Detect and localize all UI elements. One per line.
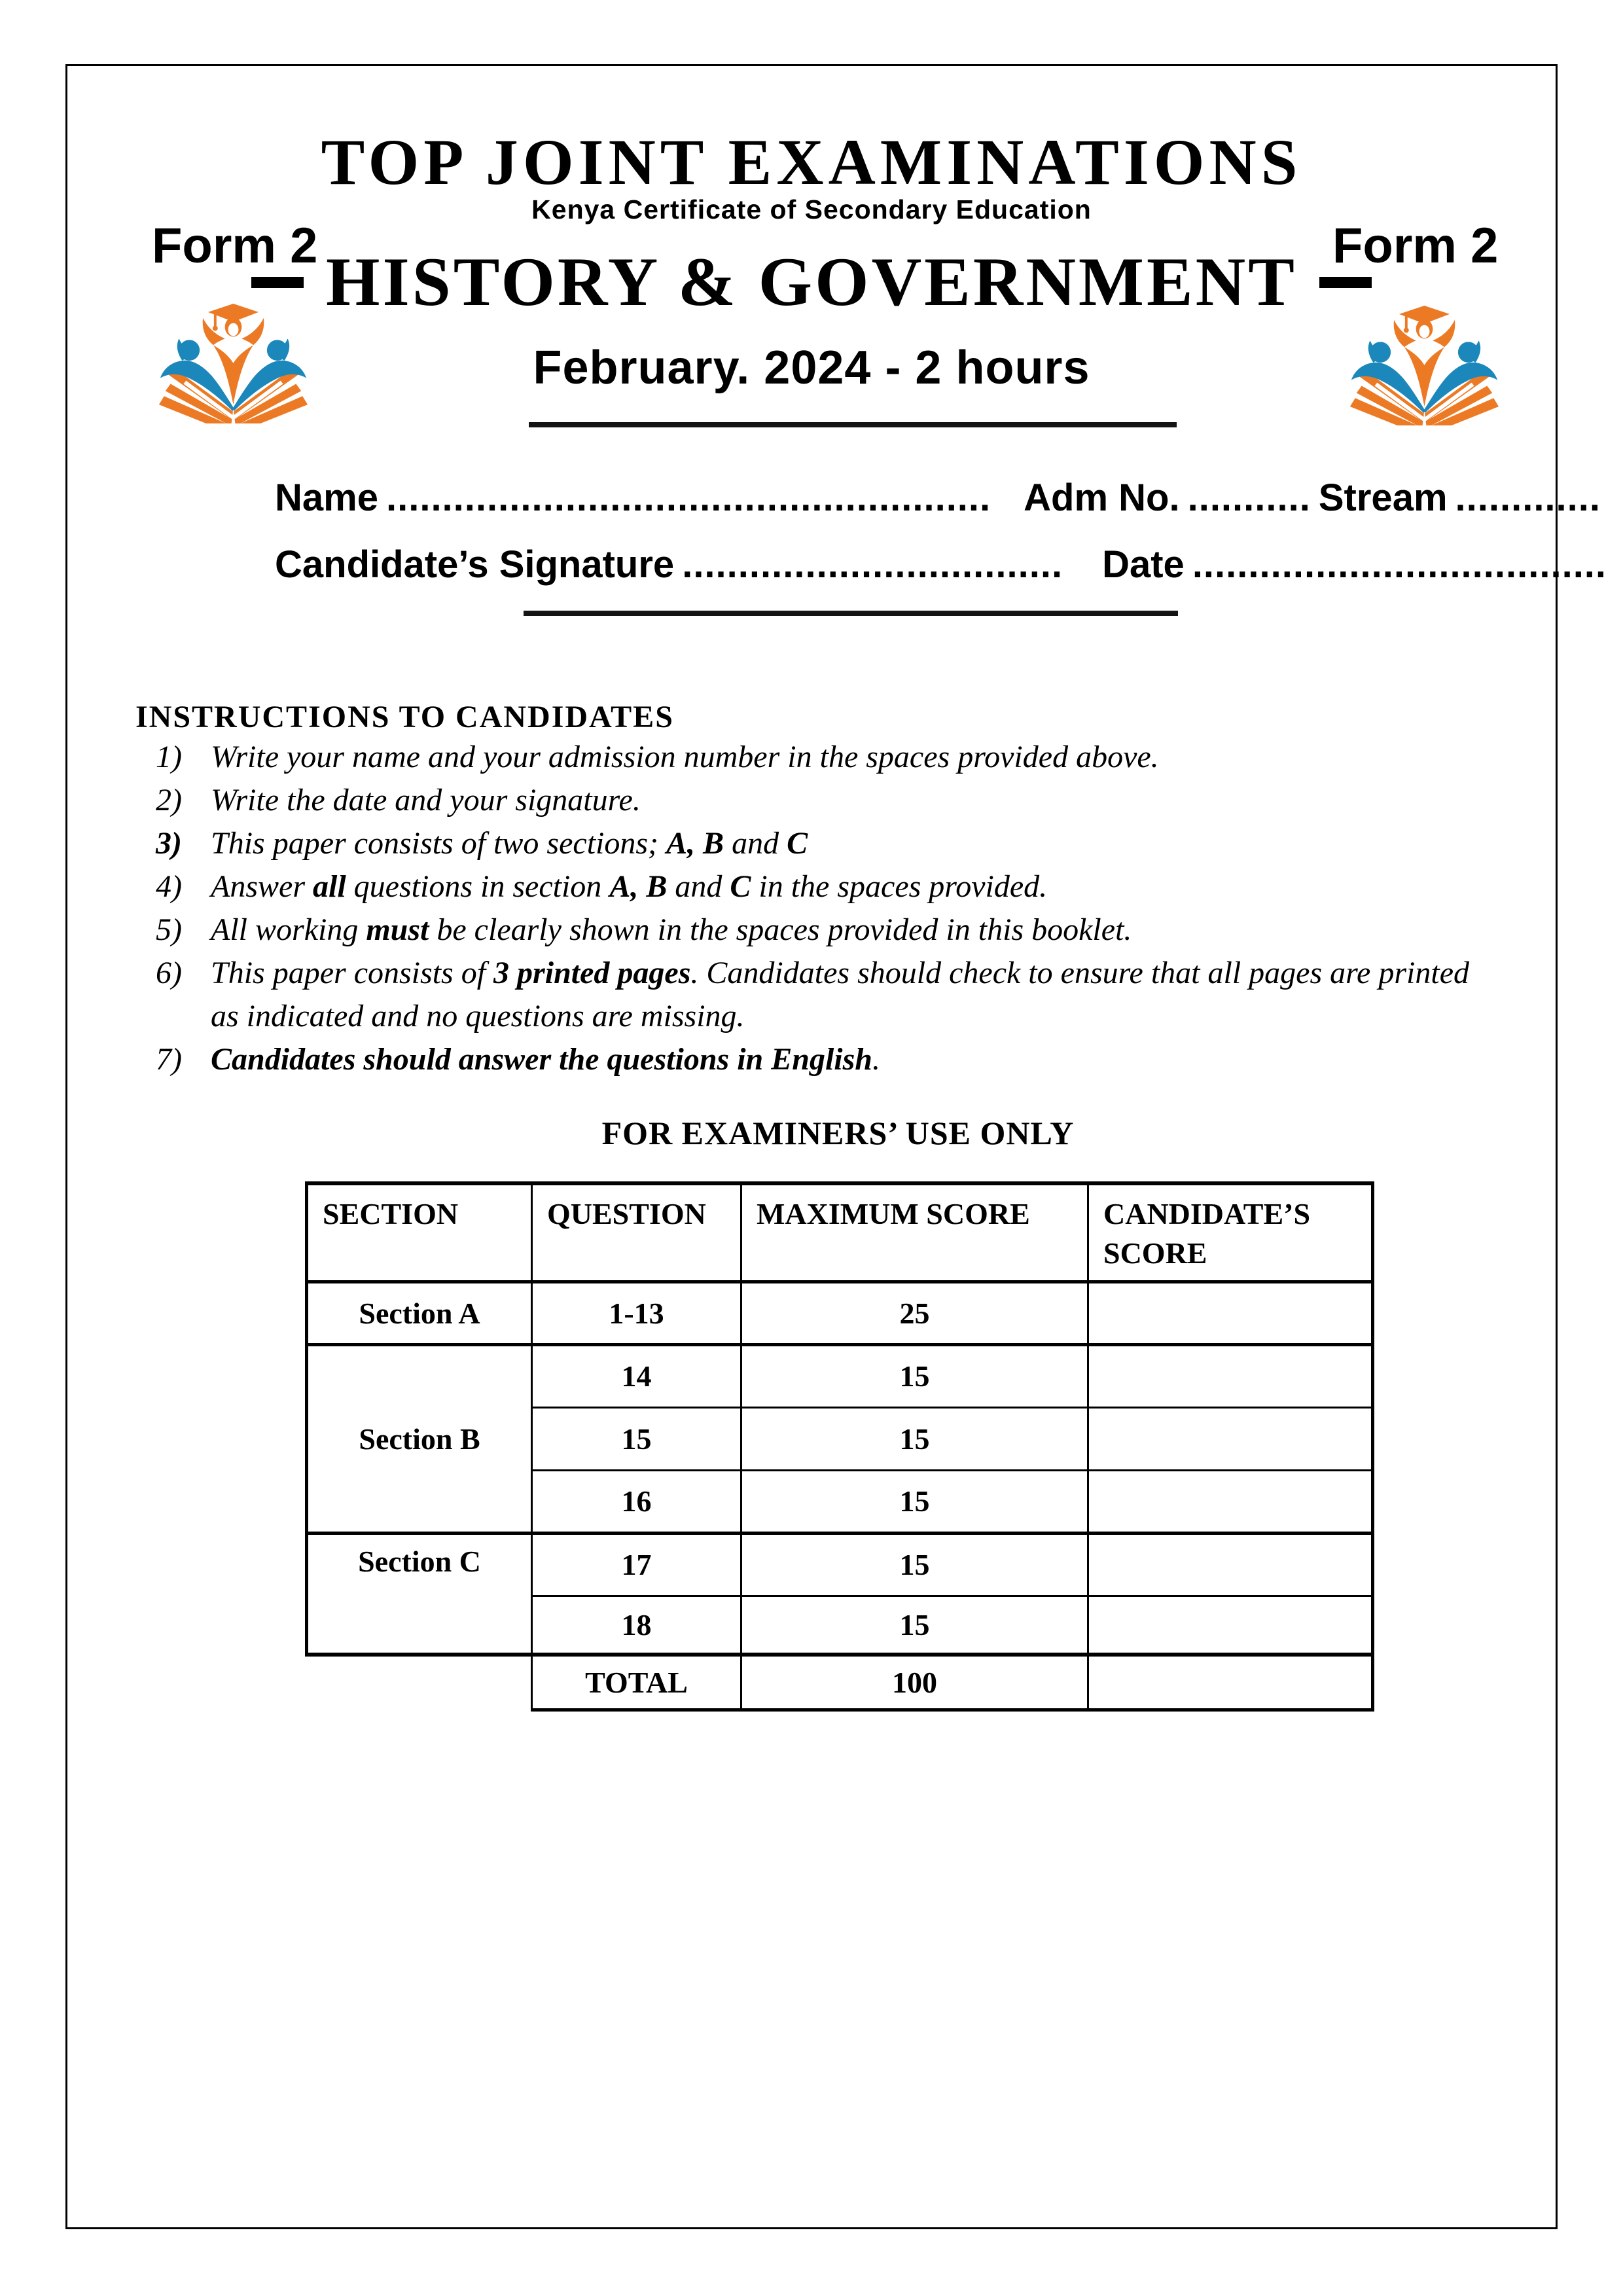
instruction-item-6: [156, 952, 1491, 1038]
candidate-score-cell: [1088, 1596, 1373, 1655]
question-cell: 16: [532, 1470, 741, 1533]
stream-write-line: .............: [1455, 476, 1601, 519]
form-level-label-left: Form 2: [152, 218, 318, 274]
school-logo-right: [1344, 295, 1505, 425]
instruction-item-7: [156, 1038, 1491, 1081]
instruction-text: This paper consists of two sections; A, B and C: [211, 826, 808, 861]
total-label-cell: TOTAL: [532, 1655, 741, 1710]
candidate-signature-row: [275, 543, 1607, 586]
date-write-line: .....................................: [1192, 543, 1607, 586]
section-cell: Section A: [307, 1282, 532, 1344]
instructions-list: [156, 736, 1491, 1081]
date-label: Date: [1102, 543, 1185, 586]
form-level-label-right: Form 2: [1332, 218, 1499, 274]
max-score-cell: 15: [741, 1344, 1088, 1407]
instruction-text: Answer all questions in section A, B and C in the spaces provided.: [211, 869, 1048, 904]
instruction-number: 1): [156, 740, 182, 774]
max-score-cell: 15: [741, 1407, 1088, 1470]
instruction-item-3: [156, 822, 1491, 865]
adm-no-label: Adm No.: [1024, 476, 1180, 519]
question-cell: 18: [532, 1596, 741, 1655]
max-score-cell: 15: [741, 1470, 1088, 1533]
school-logo-graphic: [1344, 295, 1505, 425]
name-label: Name: [275, 476, 378, 519]
col-header-section: SECTION: [307, 1183, 532, 1282]
table-row-q17: [307, 1533, 1373, 1596]
exam-session-line: February. 2024 - 2 hours: [533, 342, 1090, 394]
school-logo-graphic: [152, 293, 314, 423]
instruction-item-2: [156, 779, 1491, 822]
adm-no-write-line: ...........: [1187, 476, 1311, 519]
school-logo-left: [152, 293, 314, 423]
max-score-cell: 25: [741, 1282, 1088, 1344]
total-max-score-cell: 100: [741, 1655, 1088, 1710]
candidate-score-cell: [1088, 1533, 1373, 1596]
instruction-text: Write the date and your signature.: [211, 783, 641, 817]
signature-write-line: ..................................: [682, 543, 1063, 586]
question-cell: 1-13: [532, 1282, 741, 1344]
candidate-name-row: [275, 476, 1601, 519]
exam-body-title: TOP JOINT EXAMINATIONS: [321, 126, 1302, 198]
instruction-item-5: [156, 908, 1491, 952]
instruction-item-4: [156, 865, 1491, 908]
candidate-score-cell: [1088, 1470, 1373, 1533]
exam-subtitle: Kenya Certificate of Secondary Education: [531, 194, 1092, 224]
table-row-q14: [307, 1344, 1373, 1407]
header-divider-rule: [529, 422, 1177, 427]
section-cell: Section B: [307, 1344, 532, 1533]
subject-dash-left-icon: [251, 277, 304, 288]
instruction-text: This paper consists of 3 printed pages. Candidates should check to ensure that all pages are printed as indicated and no questions are missing.: [211, 956, 1470, 1033]
subject-title: HISTORY & GOVERNMENT: [326, 243, 1297, 320]
name-write-line: ......................................................: [385, 476, 991, 519]
instruction-text: Candidates should answer the questions in English.: [211, 1042, 880, 1077]
section-cell: Section C: [307, 1533, 532, 1655]
max-score-cell: 15: [741, 1533, 1088, 1596]
candidate-score-cell: [1088, 1282, 1373, 1344]
total-candidate-score-cell: [1088, 1655, 1373, 1710]
col-header-maximum-score: MAXIMUM SCORE: [741, 1183, 1088, 1282]
table-row-total: [307, 1655, 1373, 1710]
instruction-text: Write your name and your admission number in the spaces provided above.: [211, 740, 1159, 774]
instructions-heading: INSTRUCTIONS TO CANDIDATES: [135, 700, 674, 734]
table-row-section-a: [307, 1282, 1373, 1344]
candidate-score-cell: [1088, 1407, 1373, 1470]
candidate-score-cell: [1088, 1344, 1373, 1407]
instruction-text: All working must be clearly shown in the spaces provided in this booklet.: [211, 912, 1132, 947]
max-score-cell: 15: [741, 1596, 1088, 1655]
col-header-candidates-score: CANDIDATE’S SCORE: [1088, 1183, 1373, 1282]
empty-section-cell: [307, 1655, 532, 1710]
table-header-row: [307, 1183, 1373, 1282]
instruction-number: 4): [156, 869, 182, 904]
instruction-item-1: [156, 736, 1491, 779]
subject-dash-right-icon: [1319, 277, 1372, 288]
question-cell: 17: [532, 1533, 741, 1596]
signature-label: Candidate’s Signature: [275, 543, 675, 586]
col-header-question: QUESTION: [532, 1183, 741, 1282]
question-cell: 15: [532, 1407, 741, 1470]
instruction-number: 6): [156, 956, 182, 990]
examiners-score-table: [305, 1181, 1374, 1712]
stream-label: Stream: [1318, 476, 1448, 519]
fields-divider-rule: [524, 611, 1178, 616]
instruction-number: 3): [156, 826, 182, 861]
instruction-number: 5): [156, 912, 182, 947]
question-cell: 14: [532, 1344, 741, 1407]
examiners-use-heading: FOR EXAMINERS’ USE ONLY: [601, 1115, 1075, 1151]
instruction-number: 7): [156, 1042, 182, 1077]
instruction-number: 2): [156, 783, 182, 817]
